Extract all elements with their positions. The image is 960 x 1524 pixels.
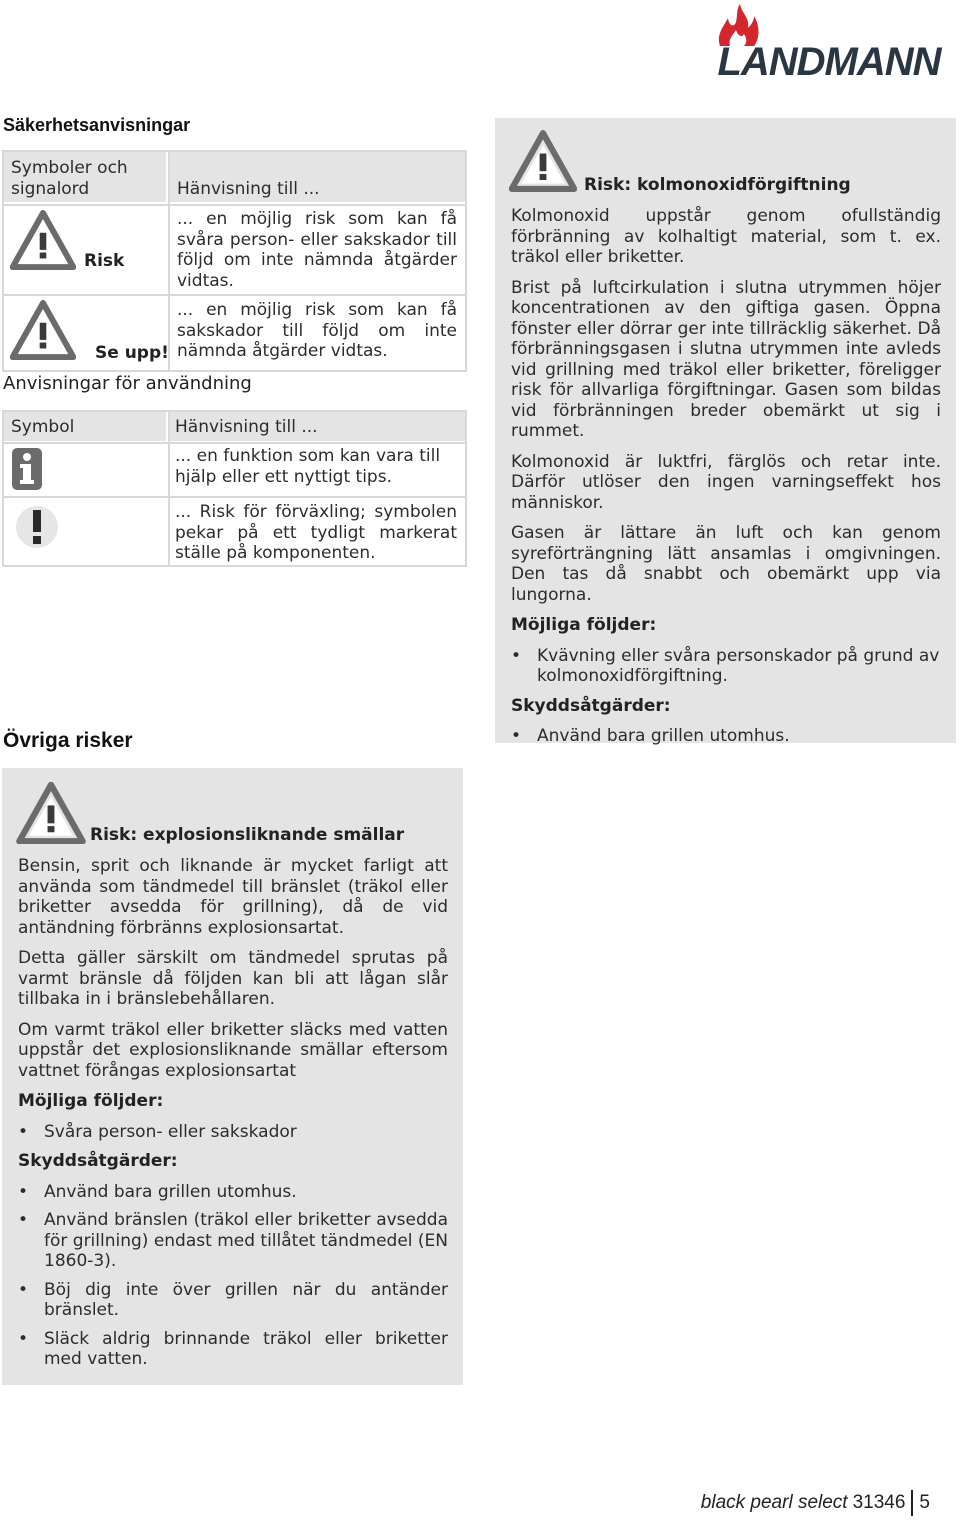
- model-number: 31346: [852, 1492, 906, 1513]
- divider: [168, 152, 170, 370]
- list-item: • Släck aldrig brinnande träkol eller briketter med vatten.: [18, 1329, 448, 1370]
- explosion-risk-panel: [2, 768, 463, 1385]
- page-footer: [701, 1488, 930, 1518]
- explosion-risk-title: Risk: explosionsliknande smällar: [90, 825, 405, 845]
- explosion-risk-body: [18, 856, 448, 1370]
- safety-heading: Säkerhetsanvisningar: [3, 115, 191, 135]
- paragraph: Gasen är lättare än luft och kan genom syreförträngning lätt ansamlas i omgivningen. Den tas då snabbt och obemärkt upp via lungorna.: [511, 523, 941, 605]
- divider: [168, 412, 170, 565]
- col-header-symbol: Symbol: [11, 417, 75, 437]
- list-item: • Använd bara grillen utomhus.: [18, 1182, 448, 1203]
- co-risk-title: Risk: kolmonoxidförgiftning: [584, 175, 851, 195]
- co-risk-panel: [495, 118, 956, 746]
- other-risks-heading: Övriga risker: [3, 729, 133, 752]
- list-item: • Använd bara grillen utomhus.: [511, 726, 941, 747]
- measures-heading: Skyddsåtgärder:: [18, 1151, 178, 1171]
- page-number: 5: [919, 1492, 930, 1513]
- signal-word-risk: Risk: [84, 251, 125, 271]
- signal-word-caution: Se upp!: [95, 343, 169, 363]
- list-item: • Använd bränslen (träkol eller briketter avsedda för grillning) endast med tillåtet tändmedel (EN 1860-3).: [18, 1210, 448, 1272]
- consequences-heading: Möjliga följder:: [511, 615, 657, 635]
- divider: [4, 204, 465, 206]
- list-item: • Böj dig inte över grillen när du antänder bränslet.: [18, 1280, 448, 1321]
- paragraph: Brist på luftcirkulation i slutna utrymmen höjer koncentrationen av den giftiga gasen. Öppna fönster eller dörrar ger inte tillräcklig säkerhet. Då förbränningsgasen i slutna utrymmen inte avleds vid grillning med träkol eller briketter, föreligger risk för allvarliga förgiftningar. Gasen som bildas vid förbränningen breder obemärkt ut sig i rummet.: [511, 277, 941, 441]
- divider: [4, 496, 465, 498]
- usage-symbol-table: [2, 410, 467, 567]
- product-line: black pearl select: [700, 1492, 848, 1513]
- divider: [911, 1490, 913, 1516]
- mixup-description: ... Risk för förväxling; symbolen pekar på ett tydligt markerat ställe på komponenten.: [175, 502, 457, 563]
- col-header-reference: Hänvisning till ...: [177, 179, 320, 199]
- col-header-reference: Hänvisning till ...: [175, 417, 318, 437]
- divider: [4, 294, 465, 296]
- paragraph: Bensin, sprit och liknande är mycket farligt att använda som tändmedel till bränslet (träkol eller briketter avsedda för grillning), då de vid antändning förbränns explosionsartat.: [18, 856, 448, 938]
- usage-heading: Anvisningar för användning: [3, 373, 252, 394]
- list-item: • Svåra person- eller sakskador: [18, 1122, 448, 1143]
- warning-triangle-icon: [10, 300, 76, 360]
- paragraph: Detta gäller särskilt om tändmedel sprutas på varmt bränsle då följden kan bli att lågan slår tillbaka in i bränslebehållaren.: [18, 948, 448, 1009]
- warning-triangle-icon: [10, 210, 76, 270]
- paragraph: Om varmt träkol eller briketter släcks med vatten uppstår det explosionsliknande smällar eftersom vattnet förångas explosionsartat: [18, 1019, 448, 1081]
- caution-description: ... en möjlig risk som kan få sakskador till följd om inte nämnda åtgärder vidtas.: [177, 300, 457, 361]
- divider: [4, 442, 465, 444]
- safety-signal-table: [2, 150, 467, 372]
- paragraph: Kolmonoxid uppstår genom ofullständig förbränning av kolhaltigt material, som t. ex. träkol eller briketter.: [511, 206, 941, 267]
- landmann-logo: [700, 4, 958, 84]
- list-item: • Kvävning eller svåra personskador på grund av kolmonoxidförgiftning.: [511, 646, 941, 687]
- measures-heading: Skyddsåtgärder:: [511, 695, 671, 716]
- paragraph: Kolmonoxid är luktfri, färglös och retar inte. Därför utlöser den ingen varningseffekt hos människor.: [511, 451, 941, 513]
- col-header-symbols: Symboler och signalord: [11, 158, 128, 199]
- warning-triangle-icon: [509, 130, 577, 192]
- warning-triangle-icon: [16, 782, 86, 844]
- brand-wordmark: LANDMANN: [717, 40, 941, 84]
- risk-description: ... en möjlig risk som kan få svåra person- eller sakskador till följd om inte nämnda åtgärder vidtas.: [177, 209, 457, 291]
- consequences-heading: Möjliga följder:: [18, 1091, 164, 1111]
- exclamation-circle-icon: [14, 504, 60, 550]
- info-icon: [12, 448, 42, 490]
- info-description: ... en funktion som kan vara till hjälp eller ett nyttigt tips.: [175, 446, 441, 487]
- co-risk-body: [511, 206, 941, 747]
